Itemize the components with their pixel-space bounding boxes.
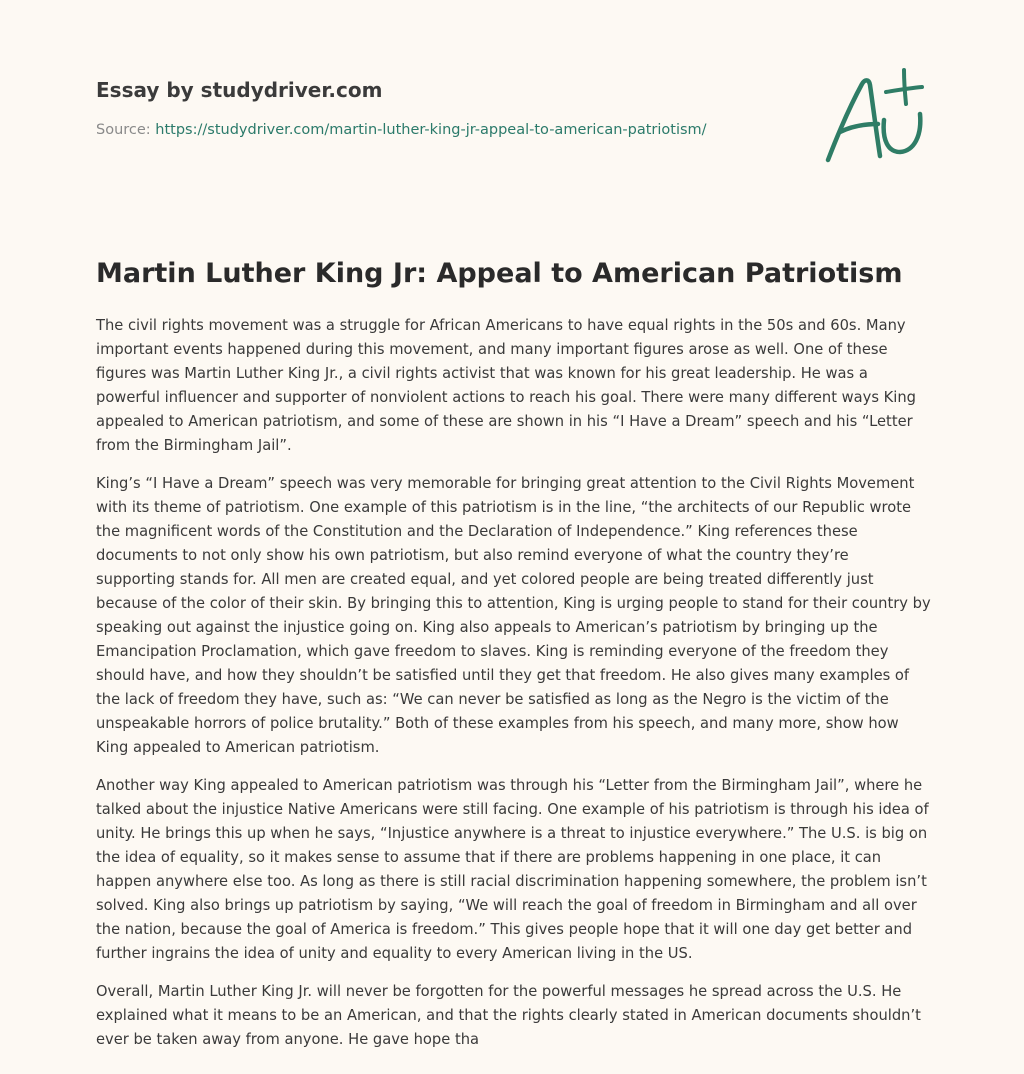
- article-paragraph: The civil rights movement was a struggle for African Americans to have equal rights in the 50s and 60s. Many important events happened during this movement, and many important figures arose as well. One of these figures was Martin Luther King Jr., a civil rights activist that was known for his great leadership. He was a powerful influencer and supporter of nonviolent actions to reach his goal. There were many different ways King appealed to American patriotism, and some of these are shown in his “I Have a Dream” speech and his “Letter from the Birmingham Jail”.: [96, 317, 917, 454]
- source-label: Source:: [96, 122, 156, 138]
- source-line: [96, 120, 796, 140]
- article-body: [96, 314, 932, 1066]
- essay-header: [96, 76, 796, 140]
- article-title: Martin Luther King Jr: Appeal to American Patriotism: [96, 258, 903, 289]
- article-paragraph: King’s “I Have a Dream” speech was very memorable for bringing great attention to the Civil Rights Movement with its theme of patriotism. One example of this patriotism is in the line, “the architects of our Republic wrote the magnificent words of the Constitution and the Declaration of Independence.” King references these documents to not only show his own patriotism, but also remind everyone of what the country they’re supporting stands for. All men are created equal, and yet colored people are being treated differently just because of the color of their skin. By bringing this to attention, King is urging people to stand for their country by speaking out against the injustice going on. King also appeals to American’s patriotism by bringing up the Emancipation Proclamation, which gave freedom to slaves. King is reminding everyone of the freedom they should have, and how they shouldn’t be satisfied until they get that freedom. He also gives many examples of the lack of freedom they have, such as: “We can never be satisfied as long as the Negro is the victim of the unspeakable horrors of police brutality.” Both of these examples from his speech, and many more, show how King appealed to American patriotism.: [96, 475, 931, 756]
- article-paragraph: Another way King appealed to American patriotism was through his “Letter from the Birmingham Jail”, where he talked about the injustice Native Americans were still facing. One example of his patriotism is through his idea of unity. He brings this up when he says, “Injustice anywhere is a threat to injustice everywhere.” The U.S. is big on the idea of equality, so it makes sense to assume that if there are problems happening in one place, it can happen anywhere else too. As long as there is still racial discrimination happening somewhere, the problem isn’t solved. King also brings up patriotism by saying, “We will reach the goal of freedom in Birmingham and all over the nation, because the goal of America is freedom.” This gives people hope that it will one day get better and further ingrains the idea of unity and equality to every American living in the US.: [96, 777, 929, 962]
- a-plus-grade-icon: [818, 66, 930, 166]
- source-link[interactable]: https://studydriver.com/martin-luther-king-jr-appeal-to-american-patriotism/: [155, 122, 707, 138]
- site-brand: Essay by studydriver.com: [96, 78, 383, 102]
- article-paragraph: Overall, Martin Luther King Jr. will never be forgotten for the powerful messages he spread across the U.S. He explained what it means to be an American, and that the rights clearly stated in American documents shouldn’t ever be taken away from anyone. He gave hope tha: [96, 983, 921, 1048]
